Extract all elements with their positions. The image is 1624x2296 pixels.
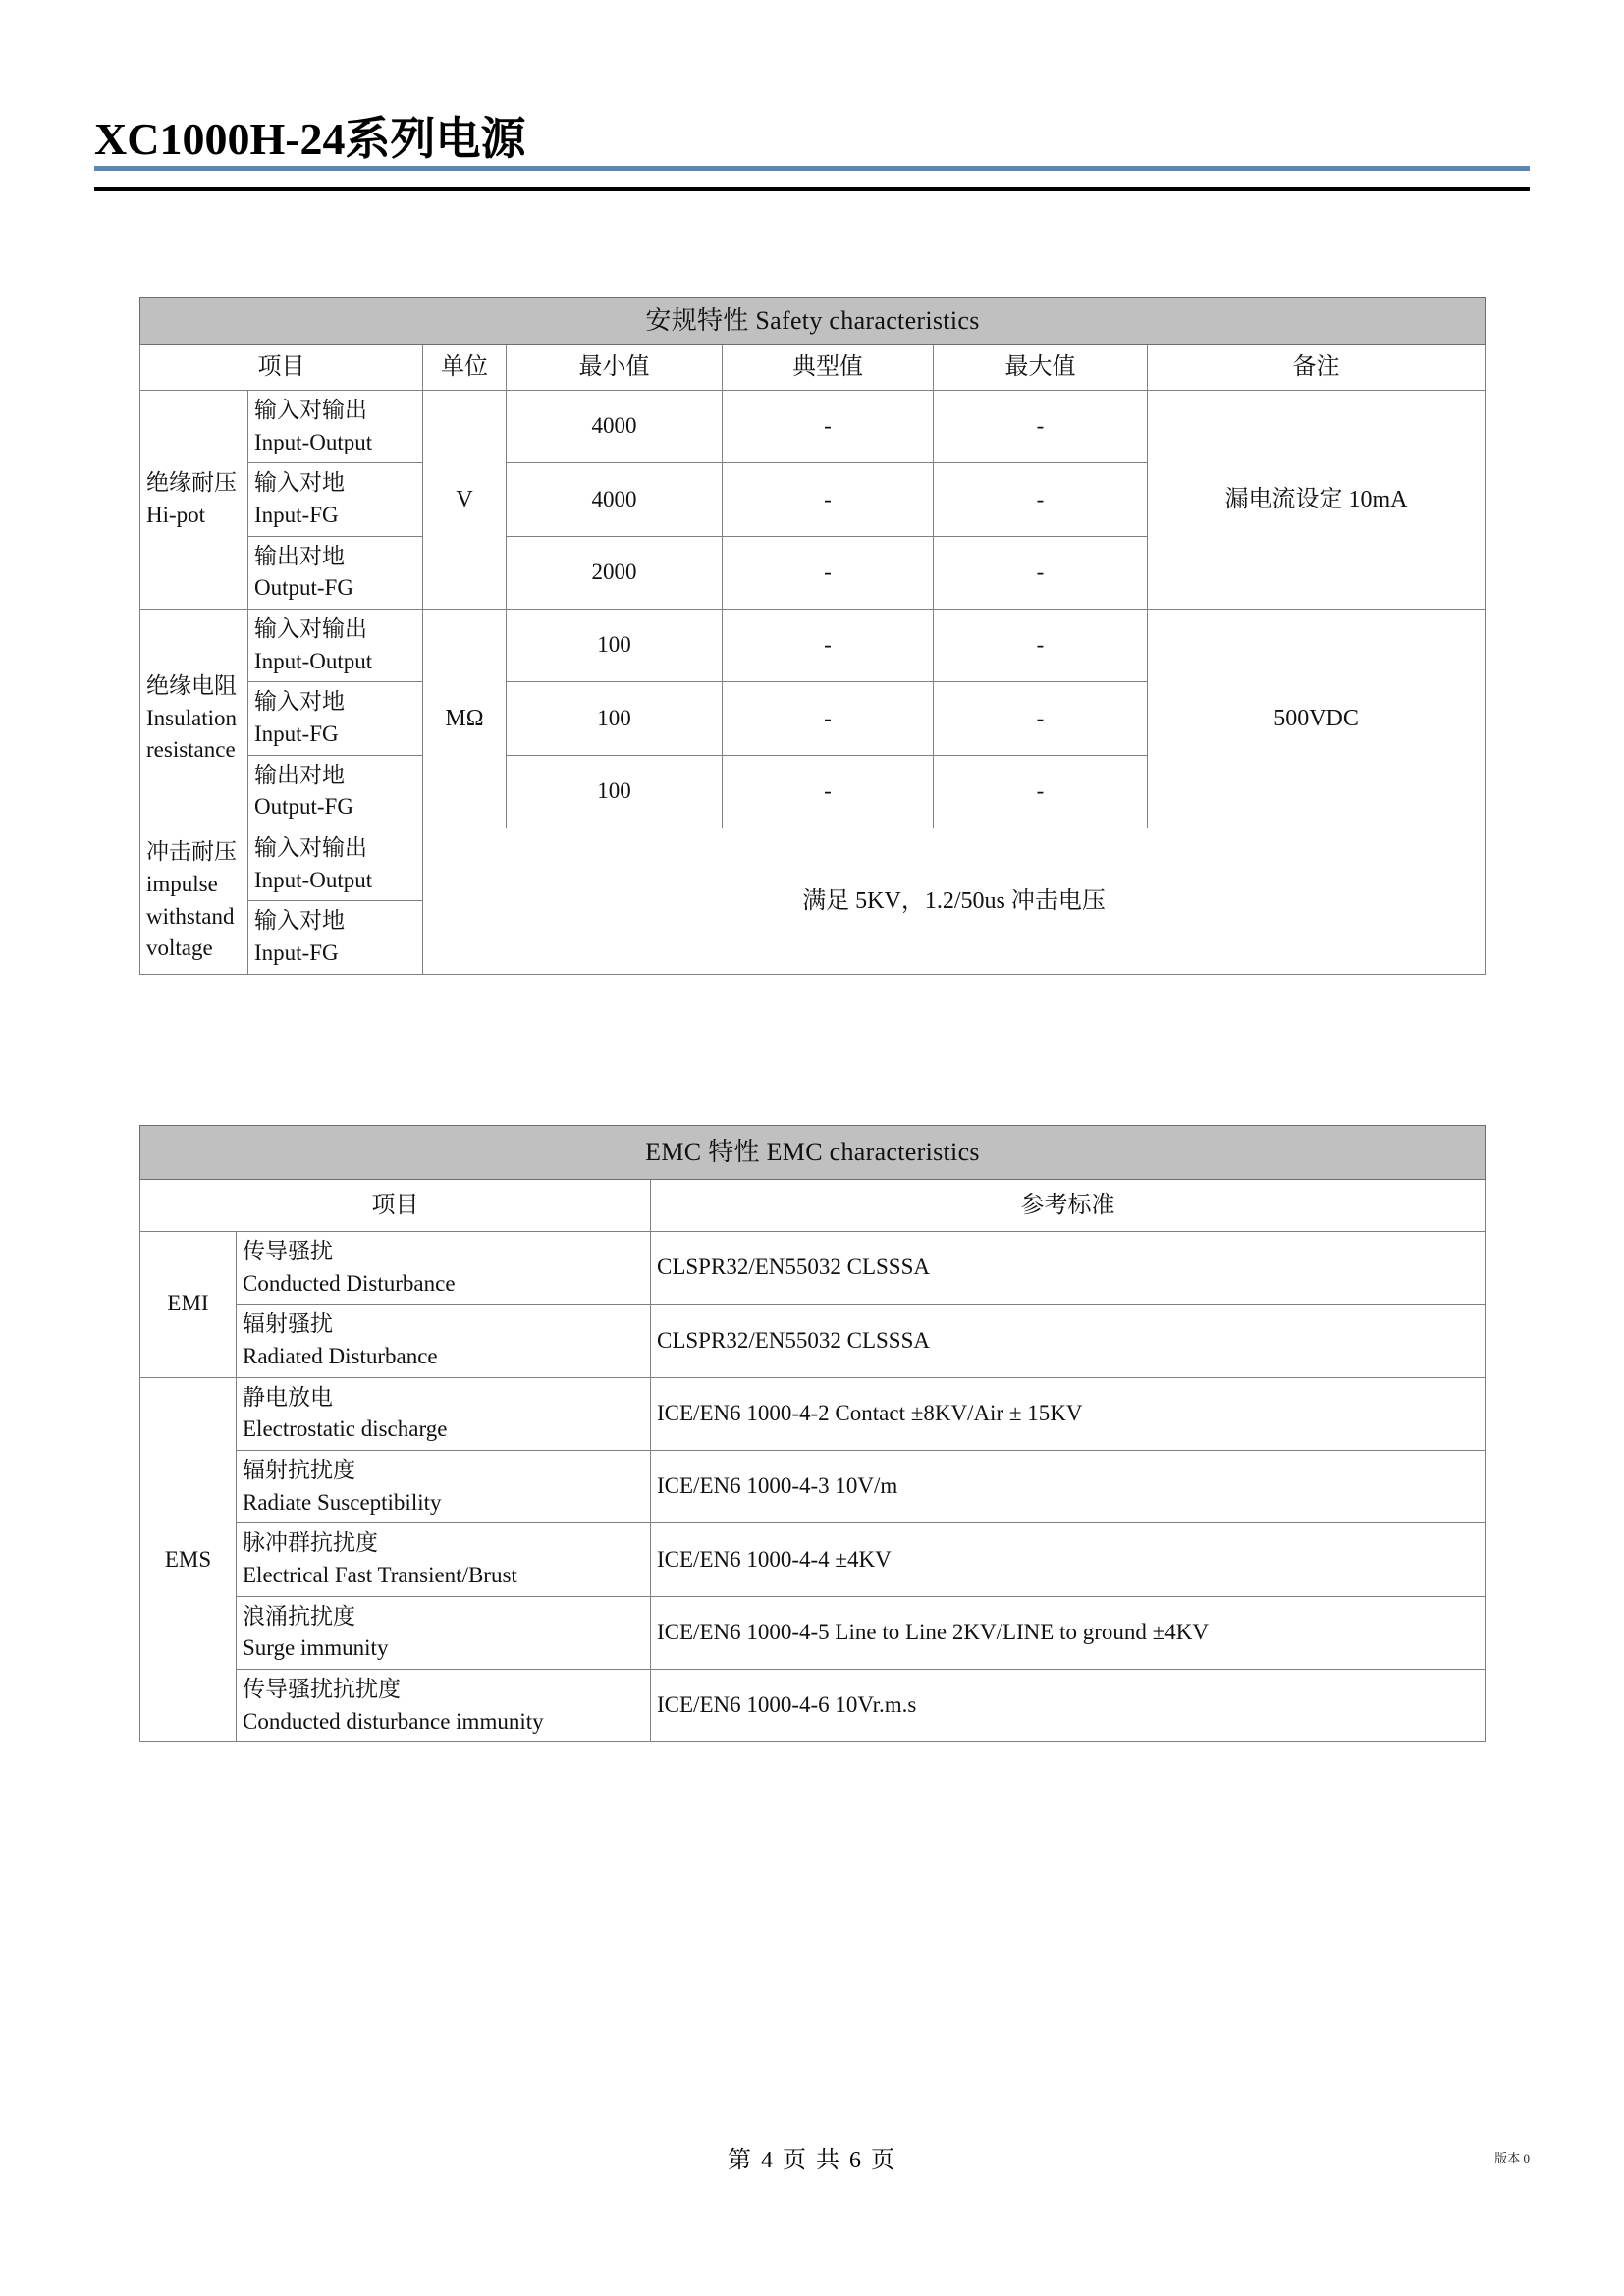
sub-item-en: Output-FG (254, 575, 353, 601)
group-label-insulation (140, 609, 248, 828)
document-version: 版本 0 (1494, 2151, 1530, 2165)
emc-item-label (237, 1596, 651, 1669)
emc-category-ems: EMS (140, 1377, 237, 1742)
group-label-impulse-en2: withstand (146, 903, 235, 929)
remark-cell-insulation: 500VDC (1148, 609, 1486, 828)
column-header-max: 最大值 (934, 345, 1148, 391)
page-number: 第 4 页 共 6 页 (728, 2148, 896, 2173)
group-label-impulse (140, 828, 248, 974)
group-label-impulse-en3: voltage (146, 935, 213, 961)
emc-item-cn: 辐射骚扰 (243, 1311, 333, 1337)
sub-item-en: Input-Output (254, 429, 373, 454)
emc-item-cn: 传导骚扰 (243, 1239, 333, 1263)
group-label-insulation-cn: 绝缘电阻 (146, 672, 237, 698)
emc-item-en: Radiated Disturbance (243, 1343, 438, 1368)
title-divider-rule (94, 187, 1530, 191)
emc-item-label (237, 1450, 651, 1522)
group-label-hipot-en: Hi-pot (146, 502, 206, 527)
emc-standard-cell: ICE/EN6 1000-4-3 10V/m (651, 1450, 1486, 1522)
emc-item-en: Radiate Susceptibility (243, 1489, 442, 1515)
column-header-remark: 备注 (1148, 345, 1486, 391)
column-header-item: 项目 (140, 345, 423, 391)
emc-standard-cell: CLSPR32/EN55032 CLSSSA (651, 1232, 1486, 1305)
emc-item-cn: 静电放电 (243, 1384, 333, 1410)
max-value-cell: - (934, 755, 1148, 828)
sub-item-label (248, 463, 423, 536)
emc-column-header-item: 项目 (140, 1180, 651, 1232)
group-label-impulse-en: impulse (146, 872, 218, 897)
sub-item-label (248, 901, 423, 974)
min-value-cell: 100 (507, 609, 723, 681)
table-row (140, 609, 1486, 681)
safety-characteristics-table (139, 297, 1486, 975)
max-value-cell: - (934, 609, 1148, 681)
emc-standard-cell: ICE/EN6 1000-4-2 Contact ±8KV/Air ± 15KV (651, 1377, 1486, 1450)
table-row (140, 1450, 1486, 1522)
emc-category-emi: EMI (140, 1232, 237, 1378)
table-header-row (140, 345, 1486, 391)
max-value-cell: - (934, 391, 1148, 463)
table-row (140, 1596, 1486, 1669)
sub-item-cn: 输入对输出 (254, 615, 367, 641)
sub-item-en: Input-Output (254, 867, 373, 892)
page-footer (94, 2140, 1530, 2179)
table-row (140, 1523, 1486, 1596)
emc-standard-cell: ICE/EN6 1000-4-6 10Vr.m.s (651, 1669, 1486, 1741)
table-header-row (140, 1180, 1486, 1232)
sub-item-label (248, 682, 423, 755)
sub-item-en: Input-FG (254, 939, 339, 965)
unit-cell-hipot: V (423, 391, 507, 610)
remark-cell-hipot: 漏电流设定 10mA (1148, 391, 1486, 610)
sub-item-label (248, 609, 423, 681)
emc-characteristics-table (139, 1125, 1486, 1742)
emc-standard-cell: ICE/EN6 1000-4-4 ±4KV (651, 1523, 1486, 1596)
column-header-typ: 典型值 (723, 345, 934, 391)
group-label-hipot-cn: 绝缘耐压 (146, 470, 237, 496)
table-row (140, 1377, 1486, 1450)
group-label-hipot (140, 391, 248, 610)
table-row (140, 1232, 1486, 1305)
title-accent-rule (94, 166, 1530, 171)
emc-standard-cell: CLSPR32/EN55032 CLSSSA (651, 1305, 1486, 1377)
group-label-insulation-en2: resistance (146, 737, 236, 763)
emc-item-cn: 辐射抗扰度 (243, 1457, 355, 1482)
emc-item-label (237, 1669, 651, 1741)
document-header (94, 116, 1530, 191)
emc-item-label (237, 1377, 651, 1450)
sub-item-cn: 输出对地 (254, 762, 345, 787)
typ-value-cell: - (723, 536, 934, 609)
group-label-insulation-en: Insulation (146, 705, 237, 730)
table-banner-row (140, 1126, 1486, 1180)
column-header-unit: 单位 (423, 345, 507, 391)
typ-value-cell: - (723, 463, 934, 536)
sub-item-label (248, 391, 423, 463)
column-header-min: 最小值 (507, 345, 723, 391)
table-row (140, 1305, 1486, 1377)
sub-item-label (248, 755, 423, 828)
emc-item-cn: 浪涌抗扰度 (243, 1603, 355, 1629)
unit-cell-insulation: MΩ (423, 609, 507, 828)
min-value-cell: 100 (507, 682, 723, 755)
max-value-cell: - (934, 536, 1148, 609)
emc-table-banner: EMC 特性 EMC characteristics (140, 1126, 1486, 1180)
emc-item-en: Electrical Fast Transient/Brust (243, 1562, 517, 1587)
emc-item-label (237, 1305, 651, 1377)
sub-item-en: Output-FG (254, 794, 353, 820)
emc-item-label (237, 1232, 651, 1305)
max-value-cell: - (934, 682, 1148, 755)
sub-item-cn: 输入对地 (254, 470, 345, 496)
min-value-cell: 100 (507, 755, 723, 828)
sub-item-label (248, 536, 423, 609)
sub-item-cn: 输出对地 (254, 543, 345, 568)
emc-item-en: Electrostatic discharge (243, 1416, 448, 1442)
emc-item-en: Surge immunity (243, 1635, 389, 1661)
typ-value-cell: - (723, 755, 934, 828)
emc-item-cn: 脉冲群抗扰度 (243, 1530, 378, 1556)
emc-item-label (237, 1523, 651, 1596)
sub-item-cn: 输入对地 (254, 689, 345, 715)
sub-item-en: Input-FG (254, 721, 339, 746)
min-value-cell: 4000 (507, 391, 723, 463)
table-row (140, 828, 1486, 900)
table-banner-row (140, 298, 1486, 345)
sub-item-label (248, 828, 423, 900)
sub-item-cn: 输入对输出 (254, 398, 367, 422)
sub-item-cn: 输入对输出 (254, 834, 367, 860)
emc-item-en: Conducted Disturbance (243, 1270, 456, 1296)
sub-item-en: Input-FG (254, 502, 339, 527)
emc-item-en: Conducted disturbance immunity (243, 1708, 544, 1734)
emc-column-header-standard: 参考标准 (651, 1180, 1486, 1232)
typ-value-cell: - (723, 682, 934, 755)
emc-standard-cell: ICE/EN6 1000-4-5 Line to Line 2KV/LINE to ground ±4KV (651, 1596, 1486, 1669)
page-title: XC1000H-24系列电源 (94, 114, 526, 164)
max-value-cell: - (934, 463, 1148, 536)
table-row (140, 1669, 1486, 1741)
typ-value-cell: - (723, 391, 934, 463)
table-row (140, 391, 1486, 463)
emc-item-cn: 传导骚扰抗扰度 (243, 1676, 401, 1701)
sub-item-en: Input-Output (254, 648, 373, 673)
impulse-merged-value: 满足 5KV，1.2/50us 冲击电压 (423, 828, 1486, 974)
sub-item-cn: 输入对地 (254, 908, 345, 934)
min-value-cell: 2000 (507, 536, 723, 609)
typ-value-cell: - (723, 609, 934, 681)
min-value-cell: 4000 (507, 463, 723, 536)
group-label-impulse-cn: 冲击耐压 (146, 839, 237, 865)
safety-table-banner: 安规特性 Safety characteristics (140, 298, 1486, 345)
